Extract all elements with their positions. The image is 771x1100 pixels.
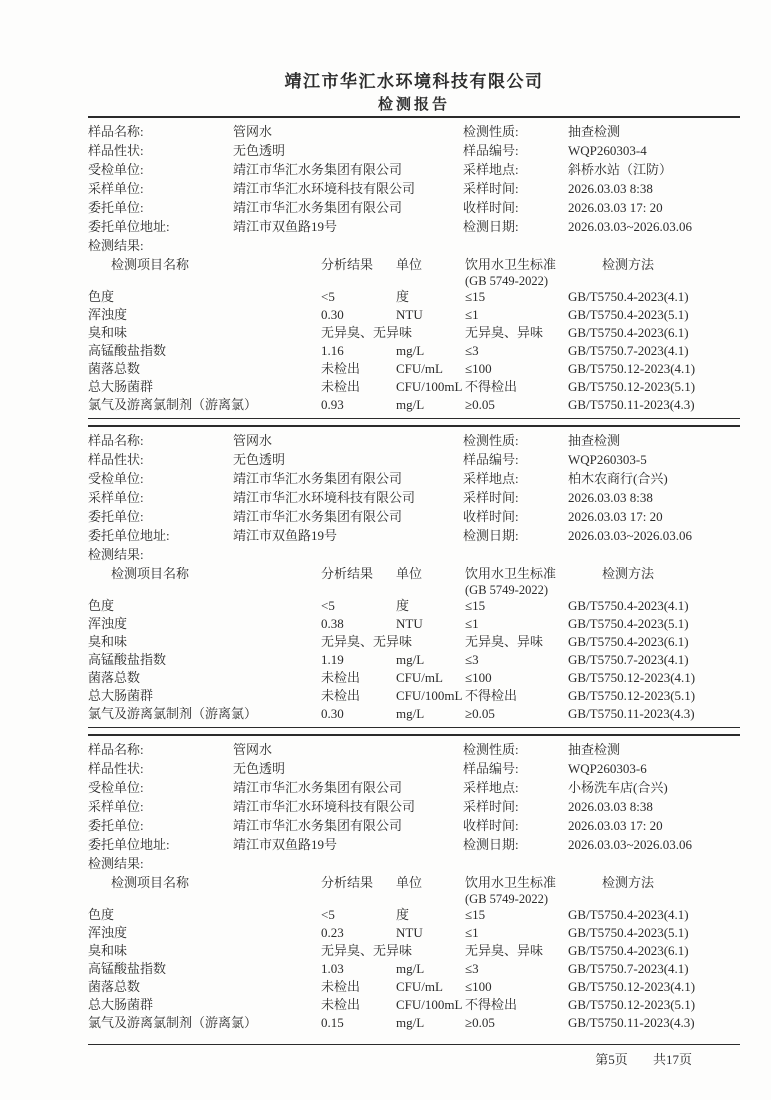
info-row [88, 469, 740, 488]
item-unit: mg/L [396, 397, 425, 412]
item-method: GB/T5750.11-2023(4.3) [568, 1015, 695, 1030]
item-unit: CFU/100mL [396, 379, 463, 394]
item-result: 未检出 [321, 688, 361, 703]
sampling-time-value: 2026.03.03 8:38 [568, 181, 653, 196]
item-method: GB/T5750.4-2023(6.1) [568, 634, 689, 649]
sample-no-label: 样品编号: [463, 143, 519, 158]
item-result: 未检出 [321, 997, 361, 1012]
results-table-header [88, 256, 740, 288]
sample-report-section [88, 118, 740, 419]
sampling-unit-label: 采样单位: [88, 490, 144, 505]
item-unit: mg/L [396, 652, 425, 667]
sampling-time-label: 采样时间: [463, 181, 519, 196]
item-standard: ≤100 [465, 979, 492, 994]
info-row [88, 431, 740, 450]
item-method: GB/T5750.12-2023(5.1) [568, 379, 696, 394]
item-unit: 度 [396, 598, 410, 613]
item-unit: NTU [396, 307, 423, 322]
item-result: 0.30 [321, 706, 344, 721]
test-nature-value: 抽查检测 [568, 742, 621, 757]
result-row [88, 288, 740, 306]
sampling-time-value: 2026.03.03 8:38 [568, 799, 653, 814]
item-name: 氯气及游离氯制剂（游离氯） [88, 1015, 258, 1030]
receive-time-value: 2026.03.03 17: 20 [568, 818, 663, 833]
inspected-unit-label: 受检单位: [88, 780, 144, 795]
test-nature-label: 检测性质: [463, 124, 519, 139]
results-section-label: 检测结果: [88, 238, 144, 253]
sample-state-value: 无色透明 [233, 761, 286, 776]
item-name: 高锰酸盐指数 [88, 961, 167, 976]
info-row [88, 450, 740, 469]
item-name: 总大肠菌群 [88, 379, 154, 394]
item-unit [396, 633, 465, 651]
sample-info-grid [88, 122, 740, 236]
item-name: 臭和味 [88, 325, 128, 340]
company-name: 靖江市华汇水环境科技有限公司 [284, 72, 544, 91]
sample-info-grid [88, 431, 740, 545]
results-section-label: 检测结果: [88, 547, 144, 562]
item-unit: CFU/100mL [396, 997, 463, 1012]
item-result: 无异臭、无异味 [321, 325, 413, 340]
item-standard: ≥0.05 [465, 397, 495, 412]
item-name: 高锰酸盐指数 [88, 652, 167, 667]
item-method: GB/T5750.4-2023(6.1) [568, 943, 689, 958]
item-name: 菌落总数 [88, 361, 141, 376]
standard-header-line1: 饮用水卫生标准 [465, 566, 557, 581]
col-header-unit: 单位 [396, 875, 423, 890]
info-row [88, 488, 740, 507]
col-header-unit: 单位 [396, 257, 423, 272]
info-row [88, 797, 740, 816]
standard-header-line2: (GB 5749-2022) [465, 274, 548, 288]
item-method: GB/T5750.12-2023(4.1) [568, 670, 696, 685]
client-address-label: 委托单位地址: [88, 837, 170, 852]
item-name: 色度 [88, 598, 115, 613]
results-table [88, 256, 740, 414]
results-table-rows [88, 906, 740, 1032]
sampling-unit-value: 靖江市华汇水环境科技有限公司 [233, 799, 416, 814]
sample-no-value: WQP260303-5 [568, 452, 647, 467]
document-body [88, 0, 740, 1069]
client-unit-label: 委托单位: [88, 200, 144, 215]
sampling-site-label: 采样地点: [463, 162, 519, 177]
footer-page-number: 第5页 [595, 1052, 628, 1067]
test-nature-value: 抽查检测 [568, 124, 621, 139]
result-row [88, 597, 740, 615]
item-result: 未检出 [321, 979, 361, 994]
client-address-value: 靖江市双鱼路19号 [233, 837, 338, 852]
info-row [88, 198, 740, 217]
item-standard: ≤1 [465, 307, 479, 322]
item-standard: 不得检出 [465, 997, 518, 1012]
result-row [88, 978, 740, 996]
sample-name-label: 样品名称: [88, 433, 144, 448]
results-table-header [88, 874, 740, 906]
item-unit: CFU/mL [396, 979, 443, 994]
item-method: GB/T5750.12-2023(5.1) [568, 688, 696, 703]
sampling-site-label: 采样地点: [463, 471, 519, 486]
item-method: GB/T5750.4-2023(4.1) [568, 598, 689, 613]
sample-report-section [88, 425, 740, 728]
inspected-unit-value: 靖江市华汇水务集团有限公司 [233, 780, 403, 795]
col-header-item: 检测项目名称 [111, 875, 190, 890]
receive-time-value: 2026.03.03 17: 20 [568, 200, 663, 215]
col-header-item: 检测项目名称 [111, 566, 190, 581]
item-method: GB/T5750.4-2023(5.1) [568, 925, 689, 940]
item-result: 0.93 [321, 397, 344, 412]
item-result: 0.38 [321, 616, 344, 631]
sample-name-label: 样品名称: [88, 124, 144, 139]
item-result: <5 [321, 907, 335, 922]
item-standard: ≤15 [465, 907, 486, 922]
item-method: GB/T5750.4-2023(5.1) [568, 307, 689, 322]
result-row [88, 906, 740, 924]
results-table-rows [88, 288, 740, 414]
item-method: GB/T5750.7-2023(4.1) [568, 343, 689, 358]
info-row [88, 122, 740, 141]
item-result: 未检出 [321, 670, 361, 685]
item-standard: ≤3 [465, 343, 479, 358]
item-method: GB/T5750.4-2023(4.1) [568, 289, 689, 304]
receive-time-label: 收样时间: [463, 509, 519, 524]
client-unit-value: 靖江市华汇水务集团有限公司 [233, 509, 403, 524]
info-row [88, 507, 740, 526]
result-row [88, 924, 740, 942]
test-date-label: 检测日期: [463, 528, 519, 543]
item-standard: ≤100 [465, 670, 492, 685]
test-nature-value: 抽查检测 [568, 433, 621, 448]
col-header-standard [465, 565, 568, 597]
sample-info-grid [88, 740, 740, 854]
result-row [88, 633, 740, 651]
client-unit-value: 靖江市华汇水务集团有限公司 [233, 200, 403, 215]
item-standard: ≤1 [465, 616, 479, 631]
item-standard: ≤3 [465, 961, 479, 976]
item-name: 菌落总数 [88, 979, 141, 994]
item-name: 臭和味 [88, 634, 128, 649]
item-result: 0.30 [321, 307, 344, 322]
item-method: GB/T5750.4-2023(5.1) [568, 616, 689, 631]
sample-name-value: 管网水 [233, 433, 273, 448]
item-standard: ≤3 [465, 652, 479, 667]
standard-header-line1: 饮用水卫生标准 [465, 875, 557, 890]
col-header-unit: 单位 [396, 566, 423, 581]
item-standard: ≥0.05 [465, 706, 495, 721]
sampling-site-label: 采样地点: [463, 780, 519, 795]
result-row [88, 396, 740, 414]
item-standard: 无异臭、异味 [465, 634, 544, 649]
test-date-label: 检测日期: [463, 837, 519, 852]
item-result: 未检出 [321, 379, 361, 394]
results-table-header [88, 565, 740, 597]
info-row [88, 179, 740, 198]
sections-host [88, 118, 740, 1045]
sampling-site-value: 斜桥水站（江防） [568, 162, 673, 177]
client-address-label: 委托单位地址: [88, 219, 170, 234]
standard-header-line2: (GB 5749-2022) [465, 583, 548, 597]
page-footer [88, 1045, 740, 1069]
item-unit: mg/L [396, 961, 425, 976]
item-name: 浑浊度 [88, 616, 128, 631]
item-result: <5 [321, 289, 335, 304]
client-address-label: 委托单位地址: [88, 528, 170, 543]
receive-time-value: 2026.03.03 17: 20 [568, 509, 663, 524]
result-row [88, 342, 740, 360]
sampling-unit-label: 采样单位: [88, 181, 144, 196]
item-name: 总大肠菌群 [88, 997, 154, 1012]
info-row [88, 835, 740, 854]
result-row [88, 651, 740, 669]
sample-state-label: 样品性状: [88, 761, 144, 776]
item-result: 1.03 [321, 961, 344, 976]
sample-name-label: 样品名称: [88, 742, 144, 757]
item-result: <5 [321, 598, 335, 613]
item-method: GB/T5750.11-2023(4.3) [568, 397, 695, 412]
item-standard: ≤15 [465, 289, 486, 304]
col-header-result: 分析结果 [321, 257, 374, 272]
sampling-site-value: 小杨洗车店(合兴) [568, 780, 668, 795]
sample-state-value: 无色透明 [233, 143, 286, 158]
sample-name-value: 管网水 [233, 124, 273, 139]
item-standard: ≤15 [465, 598, 486, 613]
test-date-value: 2026.03.03~2026.03.06 [568, 528, 693, 543]
item-name: 氯气及游离氯制剂（游离氯） [88, 397, 258, 412]
item-method: GB/T5750.4-2023(6.1) [568, 325, 689, 340]
client-unit-label: 委托单位: [88, 509, 144, 524]
client-unit-label: 委托单位: [88, 818, 144, 833]
item-standard: 无异臭、异味 [465, 943, 544, 958]
sample-state-value: 无色透明 [233, 452, 286, 467]
item-method: GB/T5750.7-2023(4.1) [568, 652, 689, 667]
item-unit [396, 942, 465, 960]
result-row [88, 615, 740, 633]
sample-no-label: 样品编号: [463, 452, 519, 467]
item-unit [396, 324, 465, 342]
col-header-standard [465, 256, 568, 288]
test-date-value: 2026.03.03~2026.03.06 [568, 219, 693, 234]
item-result: 无异臭、无异味 [321, 943, 413, 958]
item-standard: 不得检出 [465, 688, 518, 703]
result-row [88, 378, 740, 396]
item-result: 1.19 [321, 652, 344, 667]
item-standard: ≥0.05 [465, 1015, 495, 1030]
sample-state-label: 样品性状: [88, 143, 144, 158]
receive-time-label: 收样时间: [463, 200, 519, 215]
sample-no-label: 样品编号: [463, 761, 519, 776]
item-result: 0.15 [321, 1015, 344, 1030]
item-name: 浑浊度 [88, 307, 128, 322]
item-name: 高锰酸盐指数 [88, 343, 167, 358]
item-name: 菌落总数 [88, 670, 141, 685]
item-name: 色度 [88, 907, 115, 922]
sampling-time-label: 采样时间: [463, 799, 519, 814]
item-unit: mg/L [396, 706, 425, 721]
col-header-standard [465, 874, 568, 906]
test-nature-label: 检测性质: [463, 742, 519, 757]
item-name: 氯气及游离氯制剂（游离氯） [88, 706, 258, 721]
inspected-unit-value: 靖江市华汇水务集团有限公司 [233, 162, 403, 177]
standard-header-line2: (GB 5749-2022) [465, 892, 548, 906]
item-result: 0.23 [321, 925, 344, 940]
sampling-time-label: 采样时间: [463, 490, 519, 505]
item-unit: 度 [396, 289, 410, 304]
sampling-unit-label: 采样单位: [88, 799, 144, 814]
result-row [88, 360, 740, 378]
col-header-result: 分析结果 [321, 566, 374, 581]
item-unit: mg/L [396, 343, 425, 358]
info-row [88, 526, 740, 545]
item-result: 未检出 [321, 361, 361, 376]
info-row [88, 217, 740, 236]
footer-total-pages: 共17页 [652, 1052, 692, 1067]
result-row [88, 306, 740, 324]
item-standard: ≤100 [465, 361, 492, 376]
item-name: 色度 [88, 289, 115, 304]
test-date-label: 检测日期: [463, 219, 519, 234]
col-header-result: 分析结果 [321, 875, 374, 890]
item-method: GB/T5750.7-2023(4.1) [568, 961, 689, 976]
inspected-unit-label: 受检单位: [88, 162, 144, 177]
item-method: GB/T5750.4-2023(4.1) [568, 907, 689, 922]
client-address-value: 靖江市双鱼路19号 [233, 219, 338, 234]
item-method: GB/T5750.12-2023(5.1) [568, 997, 696, 1012]
item-standard: ≤1 [465, 925, 479, 940]
result-row [88, 996, 740, 1014]
info-row [88, 160, 740, 179]
sample-report-section [88, 734, 740, 1045]
masthead [88, 0, 740, 118]
item-result: 无异臭、无异味 [321, 634, 413, 649]
item-unit: CFU/mL [396, 361, 443, 376]
results-table-rows [88, 597, 740, 723]
sample-state-label: 样品性状: [88, 452, 144, 467]
result-row [88, 669, 740, 687]
results-section-label: 检测结果: [88, 856, 144, 871]
inspected-unit-label: 受检单位: [88, 471, 144, 486]
item-method: GB/T5750.12-2023(4.1) [568, 361, 696, 376]
item-standard: 不得检出 [465, 379, 518, 394]
col-header-method: 检测方法 [602, 566, 655, 581]
test-nature-label: 检测性质: [463, 433, 519, 448]
item-unit: NTU [396, 616, 423, 631]
result-row [88, 687, 740, 705]
sampling-unit-value: 靖江市华汇水环境科技有限公司 [233, 490, 416, 505]
item-unit: 度 [396, 907, 410, 922]
results-table [88, 874, 740, 1032]
item-method: GB/T5750.11-2023(4.3) [568, 706, 695, 721]
report-title: 检测报告 [377, 97, 450, 113]
result-row [88, 324, 740, 342]
standard-header-line1: 饮用水卫生标准 [465, 257, 557, 272]
col-header-item: 检测项目名称 [111, 257, 190, 272]
item-name: 臭和味 [88, 943, 128, 958]
sampling-time-value: 2026.03.03 8:38 [568, 490, 653, 505]
client-unit-value: 靖江市华汇水务集团有限公司 [233, 818, 403, 833]
item-unit: NTU [396, 925, 423, 940]
sample-no-value: WQP260303-4 [568, 143, 647, 158]
item-unit: CFU/100mL [396, 688, 463, 703]
item-standard: 无异臭、异味 [465, 325, 544, 340]
result-row [88, 1014, 740, 1032]
item-unit: mg/L [396, 1015, 425, 1030]
info-row [88, 759, 740, 778]
result-row [88, 960, 740, 978]
inspected-unit-value: 靖江市华汇水务集团有限公司 [233, 471, 403, 486]
client-address-value: 靖江市双鱼路19号 [233, 528, 338, 543]
info-row [88, 778, 740, 797]
info-row [88, 141, 740, 160]
result-row [88, 942, 740, 960]
results-table [88, 565, 740, 723]
col-header-method: 检测方法 [602, 875, 655, 890]
info-row [88, 740, 740, 759]
sampling-unit-value: 靖江市华汇水环境科技有限公司 [233, 181, 416, 196]
sampling-site-value: 柏木农商行(合兴) [568, 471, 668, 486]
col-header-method: 检测方法 [602, 257, 655, 272]
test-date-value: 2026.03.03~2026.03.06 [568, 837, 693, 852]
item-name: 总大肠菌群 [88, 688, 154, 703]
sample-no-value: WQP260303-6 [568, 761, 647, 776]
item-name: 浑浊度 [88, 925, 128, 940]
item-unit: CFU/mL [396, 670, 443, 685]
result-row [88, 705, 740, 723]
sample-name-value: 管网水 [233, 742, 273, 757]
info-row [88, 816, 740, 835]
receive-time-label: 收样时间: [463, 818, 519, 833]
item-method: GB/T5750.12-2023(4.1) [568, 979, 696, 994]
item-result: 1.16 [321, 343, 344, 358]
